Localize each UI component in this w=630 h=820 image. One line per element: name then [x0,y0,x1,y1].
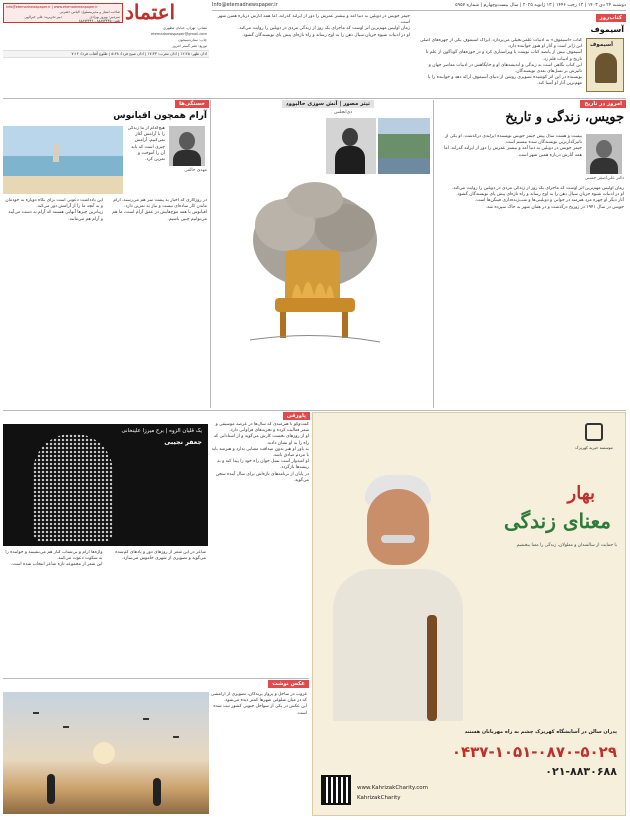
column-author: مهدی خالقی [184,168,207,173]
column-paragraph: هیچ‌کدام از ما زندگی را با آرامش آغاز نمی‌کنیم، آرامش چیزی است که باید آن را آموخت و تمرین کرد. [127,126,165,163]
sunset-sun [93,742,115,764]
advert-headline-accent: بهار [567,483,595,504]
column-divider [210,100,211,408]
city-photo [378,118,430,174]
charity-logo-text: موسسه خیریه کهریزک [575,445,613,450]
column-author-head [179,132,195,150]
interview-paragraph: او امیدوار است نسل جوان راه خود را پیدا کند و به ریشه‌ها بازگردد. [217,459,309,471]
joyce-photo [326,118,376,174]
halftone-portrait [33,434,113,542]
book-section-label: کتاب‌روز [596,14,626,22]
column-paragraph: این یادداشت دعوتی است برای نگاه دوباره به خودمان و به آنچه ما را از آرامش دور می‌کند. [5,198,103,210]
author-photo-head [596,140,612,158]
info-box-line: توزیع: نشر گستر امروز [172,44,207,48]
beach-photo-sky [3,126,123,156]
section-divider [3,678,309,679]
interview-paragraph: به باور او هنر بدون صداقت معنایی ندارد و هنرمند باید با مردم صادق باشد. [211,446,309,459]
interview-paragraph: در پایان از برنامه‌های تازه‌اش برای سال آینده سخن می‌گوید. [215,471,309,483]
masthead-email[interactable]: Info@etemadnewspaper.ir [212,2,278,8]
cartoon-caption-label: تیتر مصور | آنش سوزی حالیوود [282,100,374,108]
info-box-line: تلفن: ۸۸۸۷۴۴۴۵ - ۸۸۸۷۴۴۴۶ [78,19,120,23]
column-divider [433,100,434,408]
masthead-logo: اعتماد [125,0,176,24]
cartoon-caption-sub: دی‌انجلس [334,110,352,115]
joyce-photo-head [342,128,358,146]
charity-logo-icon [585,423,603,441]
author-photo [586,134,622,174]
elderly-man-photo [323,465,473,721]
info-box [3,3,123,23]
column-section [3,100,209,408]
info-box-line: دبیر تحریریه: علی خیرالهی [24,15,62,19]
book-cover [586,38,624,92]
book-cover-title: آسیموف [590,42,614,48]
beach-photo-tower [53,144,59,162]
book-paragraph: آسیموف بیش از پانصد کتاب نوشت یا ویراستاری کرد و در حوزه‌های گوناگون از علم تا تاریخ و ادبیات قلم زد. [425,50,582,62]
book-paragraph: نویسنده در این اثر کوشیده تصویری روشن از دنیای آسیموف ارائه دهد و خواننده را با مهم‌ترین آثار او آشنا کند. [427,75,582,87]
info-box-extra [3,24,209,58]
column-title: آرام همچون اقیانوس [113,111,207,121]
poem-section [3,412,208,676]
bird [63,726,69,728]
beach-photo [3,126,123,194]
photo-paragraph: این عکس در یکی از سواحل جنوبی کشور ثبت شده است. [213,704,307,716]
history-paragraph: او در ادبیات شیوه جریان سیال ذهن را به اوج رساند و راه تازه‌ای پیش پای نویسندگان گشود. [456,192,624,198]
poem-paragraph: واژه‌ها آرام و بی‌شتاب کنار هم می‌نشینند و خواننده را به سکوت دعوت می‌کنند. [5,550,103,562]
poem-subtitle: جعفر نجیبی [164,438,202,446]
masthead-date: دوشنبه ۲۴ دی ۱۴۰۳ | ۱۲ رجب ۱۴۴۶ | ۱۳ ژانویه ۲۰۲۵ | سال بیست‌وچهارم | شماره ۵۹۵۷ [455,3,626,8]
teaser-paragraph: جیمز جویس در دوبلین به دنیا آمد و بیشتر عمرش را دور از ایرلند گذراند، اما همه آثارش درباره همین شهر است. [217,14,410,26]
interview-section [210,412,310,676]
photo-section-label: عکس نوشت [268,680,309,688]
photo-body [333,569,463,721]
book-cover-portrait [595,53,617,83]
poem-paragraph: این شعر از مجموعه تازه شاعر انتخاب شده است. [11,562,103,568]
smoke-cloud [287,182,343,218]
column-author-body [173,150,201,166]
joyce-photo-body [335,146,365,174]
interview-paragraph: گفت‌وگو با هنرمندی که سال‌ها در عرصه موسیقی و شعر فعالیت کرده و تجربه‌های فراوانی دارد. [215,422,309,434]
silhouette-person [47,774,55,804]
interview-section-label: پاورقی [283,412,311,420]
column-text [127,126,165,186]
poem-title-line: یک قلیان الزوه | برج میرزا علینخانی [121,428,202,434]
interview-paragraph: او از روزهای نخست کارش می‌گوید و از استادانی که راه را به او نشان دادند. [213,434,309,446]
interview-text [211,422,309,674]
chair-leg [280,312,286,338]
info-box-line: صاحب امتیاز و مدیرمسئول: الیاس حضرتی [59,10,120,14]
bird [33,712,39,714]
prayer-times: اذان ظهر: ۱۲:۲۵ | اذان مغرب: ۱۷:۳۳ | اذان صبح فردا: ۵:۴۸ | طلوع آفتاب فردا: ۷:۱۴ [71,51,207,56]
photo-text [211,692,307,814]
column-section-label: خستگی‌ها [175,100,209,108]
history-paragraph: رمان اولیس مهم‌ترین اثر اوست که ماجرای یک روز از زندگی مردی در دوبلین را روایت می‌کند. [452,186,624,191]
advert-social[interactable]: KahrizakCharity [357,795,401,801]
qr-code[interactable] [321,775,351,805]
cartoon-illustration [230,180,400,360]
photo-cane [427,615,437,721]
photo-section [3,680,309,816]
sunset-photo [3,692,209,814]
advert-headline: معنای زندگی [503,509,611,533]
column-paragraph: اقیانوس با همه موج‌هایش در عمق آرام است، ما هم می‌توانیم چنین باشیم. [112,210,207,222]
column-text-lower [5,198,207,404]
column-author-photo [169,126,205,166]
info-box-line: نشانی: تهران، خیابان مطهری [163,26,207,30]
cartoon-ground [250,335,380,342]
history-text [436,134,582,184]
author-photo-body [590,158,618,174]
masthead-rule [212,10,626,11]
info-box-line: etemadnewspaper@gmail.com [151,32,207,36]
cartoon-section [212,100,432,408]
info-box-email: info@etemadnewspaper.ir | www.etemadnewspaper.ir [6,5,98,9]
teaser-column [212,14,410,60]
section-divider [3,410,626,411]
advert-call-text: پدران سالن در آسایشگاه کهریزک چشم به راه مهربانان هستند [464,729,617,735]
section-divider [3,98,626,99]
charity-logo-box [571,421,617,461]
charity-advert[interactable] [312,412,626,816]
column-paragraph: در روزگاری که اخبار بد پشت سر هم می‌رسند، آرام ماندن کار ساده‌ای نیست و نیاز به تمرین دارد. [113,198,207,210]
poem-text [5,550,206,674]
history-author: دکتر علی‌اصغر حسنی [584,176,624,181]
photo-paragraph: غروب در ساحل و پرواز پرندگان، تصویری از آرامشی که در میان شلوغی شهرها کمتر دیده می‌شود. [211,692,307,704]
silhouette-person [153,778,161,806]
bird [143,718,149,720]
history-headline: جویس، زندگی و تاریخ [505,110,624,125]
history-section-label: امروز در تاریخ [580,100,626,108]
info-box-line: چاپ: ستاره‌سیحون [178,38,207,42]
history-text-lower [436,186,624,406]
history-intro: بیست و هشت سال پیش جیمز جویس نویسنده ایرلندی درگذشت. او یکی از تاثیرگذارترین نویسندگان سده بیستم است. [444,134,582,146]
book-section [414,14,626,96]
history-section [434,100,626,408]
poem-banner [3,424,208,546]
city-photo-water [378,158,430,174]
book-title: آسیموف [590,25,624,34]
advert-phone-big[interactable]: ۰۴۳۷-۱۰۵۱-۰۸۷۰-۵۰۲۹ [451,743,617,761]
bird [173,736,179,738]
photo-face [367,489,429,565]
advert-subline: با حمایت از سالمندان و معلولان، زندگی را معنا ببخشیم [516,543,617,548]
history-paragraph: آثار دیگر او چهره مرد هنرمند در جوانی و دوبلینی‌ها و شب‌زنده‌داری فینگن‌ها است. [474,198,624,204]
beach-photo-sand [3,176,123,194]
info-box-line: سردبیر: بهروز بهزادی [89,15,120,19]
history-paragraph: جیمز جویس در دوبلین به دنیا آمد و بیشتر عمرش را دور از ایرلند گذراند، اما همه آثارش درباره همین شهر است. [443,146,582,158]
chair-leg [342,312,348,338]
book-paragraph: کتاب «آسیموف» به ادبیات علمی‌تخیلی می‌پردازد. ایزاک آسیموف یکی از چهره‌های اصلی این ژانر است و آثار او هنوز خواننده دارد. [420,38,582,50]
advert-phone-small[interactable]: ۰۲۱-۸۸۳۰۶۸۸ [545,765,617,778]
history-paragraph: جویس در سال ۱۹۴۱ در زوریخ درگذشت و در همان شهر به خاک سپرده شد. [485,204,624,210]
column-paragraph: زیباترین چیزها آنهایی هستند که آرام به دست می‌آیند و آرام هم می‌مانند. [8,210,103,222]
poem-paragraph: شاعر در این شعر از روزهای دور و یادهای گم‌شده می‌گوید و تصویری از شهری خاموش می‌سازد. [115,550,206,562]
burning-chair-seat [275,298,355,312]
book-paragraph: این کتاب نگاهی است به زندگی و اندیشه‌های او و جایگاهش در ادبیات معاصر جهان و تاثیرش بر نسل‌های بعدی نویسندگان. [428,62,582,75]
book-text [416,38,582,94]
advert-website[interactable]: www.KahrizakCharity.com [357,785,428,791]
city-photo-sky [378,118,430,134]
photo-mustache [381,535,415,543]
teaser-paragraph: رمان اولیس مهم‌ترین اثر اوست که ماجرای یک روز از زندگی مردی در دوبلین را روایت می‌کند. [238,26,410,32]
teaser-paragraph: او در ادبیات شیوه جریان سیال ذهن را به اوج رساند و راه تازه‌ای پیش پای نویسندگان گشود. [242,32,410,38]
prayer-times-bar [3,50,209,57]
